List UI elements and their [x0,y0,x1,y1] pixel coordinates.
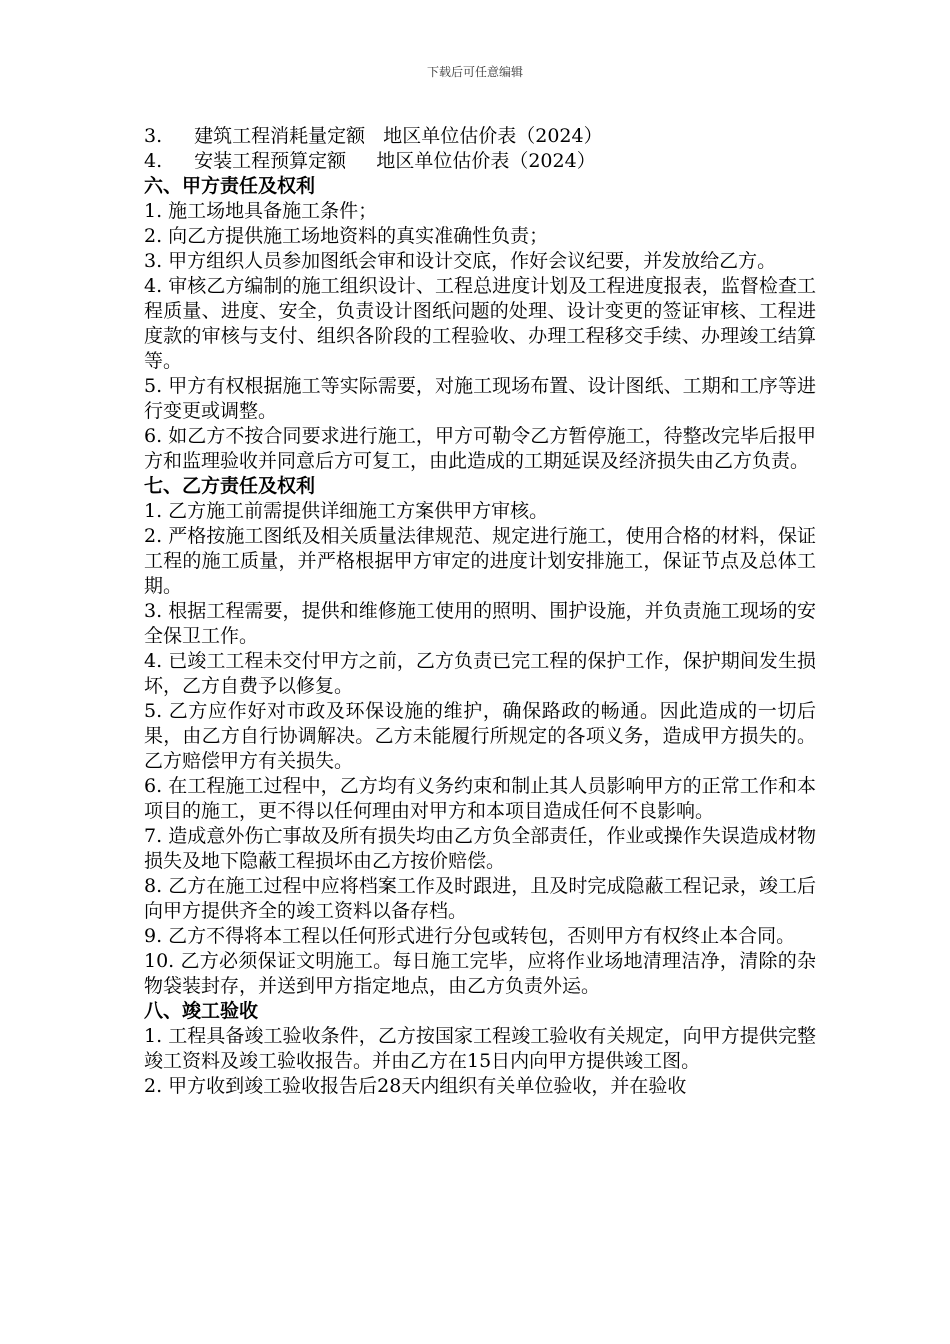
standard-text: 建筑工程消耗量定额 地区单位估价表（2024） [194,125,603,147]
clause-7-1: 1. 乙方施工前需提供详细施工方案供甲方审核。 [144,500,549,522]
clause-6-6: 6. 如乙方不按合同要求进行施工，甲方可勒令乙方暂停施工，待整改完毕后报甲方和监理验收并同意后方可复工，由此造成的工期延误及经济损失由乙方负责。 [144,425,816,472]
clause-8-2: 2. 甲方收到竣工验收报告后28天内组织有关单位验收，并在验收 [144,1075,687,1097]
clause-6-4: 4. 审核乙方编制的施工组织设计、工程总进度计划及工程进度报表，监督检查工程质量、进度、安全，负责设计图纸问题的处理、设计变更的签证审核、工程进度款的审核与支付、组织各阶段的工程验收、办理工程移交手续、办理竣工结算等。 [144,275,816,372]
standard-item [144,124,816,149]
clause-7-5: 5. 乙方应作好对市政及环保设施的维护，确保路政的畅通。因此造成的一切后果，由乙方自行协调解决。乙方未能履行所规定的各项义务，造成甲方损失的。乙方赔偿甲方有关损失。 [144,700,816,772]
clause-6-1: 1. 施工场地具备施工条件； [144,200,378,222]
standard-text: 安装工程预算定额 地区单位估价表（2024） [194,150,596,172]
clause-7-10: 10. 乙方必须保证文明施工。每日施工完毕，应将作业场地清理洁净，清除的杂物袋装封存，并送到甲方指定地点，由乙方负责外运。 [144,950,816,997]
clause-7-7: 7. 造成意外伤亡事故及所有损失均由乙方负全部责任，作业或操作失误造成材物损失及地下隐蔽工程损坏由乙方按价赔偿。 [144,825,816,872]
section-heading-7: 七、乙方责任及权利 [144,475,316,497]
clause-7-2: 2. 严格按施工图纸及相关质量法律规范、规定进行施工，使用合格的材料，保证工程的施工质量，并严格根据甲方审定的进度计划安排施工，保证节点及总体工期。 [144,525,816,597]
standard-item [144,149,816,174]
clause-6-3: 3. 甲方组织人员参加图纸会审和设计交底，作好会议纪要，并发放给乙方。 [144,250,777,272]
standard-number: 3. [144,125,163,147]
standard-number: 4. [144,150,163,172]
clause-7-9: 9. 乙方不得将本工程以任何形式进行分包或转包，否则甲方有权终止本合同。 [144,925,796,947]
clause-7-6: 6. 在工程施工过程中，乙方均有义务约束和制止其人员影响甲方的正常工作和本项目的施工，更不得以任何理由对甲方和本项目造成任何不良影响。 [144,775,816,822]
section-heading-8: 八、竣工验收 [144,1000,259,1022]
clause-7-4: 4. 已竣工工程未交付甲方之前，乙方负责已完工程的保护工作，保护期间发生损坏，乙方自费予以修复。 [144,650,816,697]
clause-6-2: 2. 向乙方提供施工场地资料的真实准确性负责； [144,225,549,247]
clause-6-5: 5. 甲方有权根据施工等实际需要，对施工现场布置、设计图纸、工期和工序等进行变更或调整。 [144,375,816,422]
clause-7-8: 8. 乙方在施工过程中应将档案工作及时跟进，且及时完成隐蔽工程记录，竣工后向甲方提供齐全的竣工资料以备存档。 [144,875,816,922]
clause-7-3: 3. 根据工程需要，提供和维修施工使用的照明、围护设施，并负责施工现场的安全保卫工作。 [144,600,816,647]
clause-8-1: 1. 工程具备竣工验收条件，乙方按国家工程竣工验收有关规定，向甲方提供完整竣工资料及竣工验收报告。并由乙方在15日内向甲方提供竣工图。 [144,1025,816,1072]
page-header-note: 下载后可任意编辑 [426,65,523,79]
document-body [144,124,816,1099]
section-heading-6: 六、甲方责任及权利 [144,175,316,197]
